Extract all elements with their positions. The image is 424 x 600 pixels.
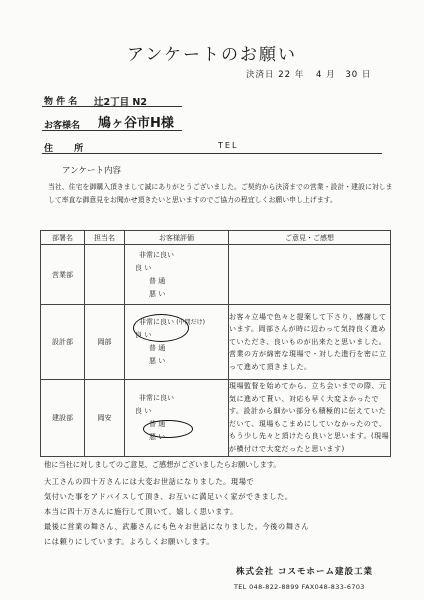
option-good: 良 い [135,331,152,339]
person-sales [85,245,125,305]
selection-circle [133,314,189,342]
survey-heading: アンケート内容 [62,166,121,176]
intro-text: 当社、住宅を御購入頂きまして誠にありがとうございました。ご契約から決済までの営業・設計・建設に対しまして率直な御意見をお聞かせ頂きたいと思いますのでご協力の程宜しくお願い申し上げます。 [48,183,393,204]
option-good: 良 い [135,406,152,415]
option-very-good: 非常に良い [139,393,174,402]
date-day-unit: 日 [361,70,372,80]
option-bad: 悪 い [149,357,166,365]
free-comment-line: 本当に四十万さんに施行して頂いて、嬉しく思います。 [44,507,238,516]
company-name: 株式会社 コスモホーム建設工業 [236,567,373,577]
date-day: 30 [345,70,359,80]
company-contact: TEL 048-822-8899 FAX048-833-6703 [234,583,365,591]
rating-sales [125,245,229,305]
free-comment-line: 最後に営業の舞さん、武藤さんにも色々お世話になりました。今後の舞さん [44,522,310,531]
rating-construction [125,380,229,457]
selection-circle [143,420,193,438]
property-value: 辻2丁目 N2 [94,97,147,108]
option-very-good: 非常に良い (中間だけ) [139,318,205,326]
rating-note: (中間だけ) [176,319,205,326]
address-label: 住 所 [44,144,84,154]
other-comments-label: 他に当社に対しましてのご意見、ご感想がございましたらお願いします。 [44,460,281,469]
settlement-date [246,68,371,80]
comment-design: お客々立場で色々と提案して下さり、感謝しています。岡部さんが時に辺わって気持良く進めていただき、良いものが出来たと思いました。営業の方が綿密な現場で・対した進行を密に立って進めて頂きました。 [229,305,391,380]
table-row-construction [41,380,391,457]
date-month-unit: 月 [326,70,336,80]
free-comment-line: には頼りにしています。よろしくお願いします。 [44,537,215,546]
person-construction: 岡安 [85,380,125,457]
dept-construction: 建設部 [41,380,85,457]
free-comment-line: 気付いた事をアドバイスして頂き、お互いに満足いく家ができました。 [44,492,293,501]
survey-table [40,230,391,457]
page-title: アンケートのお願い [127,45,297,65]
customer-value: 鳩ヶ谷市H様 [98,116,174,131]
customer-underline [42,130,182,131]
header-person: 担当名 [85,231,125,245]
header-rating: お客様評価 [125,231,229,245]
table-header-row [41,231,391,245]
free-comment-line: 大工さんの四十万さんには大変お世話になりました。現場で [44,477,255,486]
option-average: 普 通 [149,419,166,428]
property-underline [42,106,182,107]
customer-label: お客様名 [44,121,81,131]
date-month: 4 [315,70,323,80]
option-good: 良 い [135,263,152,272]
header-comment: ご意見・ご感想 [229,231,391,245]
date-year: 22 [278,70,292,80]
table-row-sales [41,245,391,305]
date-label: 決済日 [246,70,275,80]
option-average: 普 通 [149,276,166,285]
header-dept: 部署名 [41,231,85,245]
option-average: 普 通 [149,344,166,352]
property-label: 物 件 名 [44,97,78,107]
person-design: 岡部 [85,305,125,380]
date-year-unit: 年 [294,70,305,80]
tel-label: TEL [218,141,239,150]
comment-construction: 現場監督を始めてから、立ち会いまでの際、元気に進めて貰い、対応も早く大変よかったです。設計から細かい部分も積極的に伝えていただいて、現場もこまめにしていなかったので、もう少し先々と頂けたら良いと思います。(現場が横付けで大変だったと思います) [229,380,391,457]
comment-sales [229,245,391,305]
table-row-design [41,305,391,380]
address-underline [42,153,382,154]
rating-design [125,305,229,380]
dept-sales: 営業部 [41,245,85,305]
option-bad: 悪 い [149,289,166,298]
option-bad: 悪 い [149,432,166,441]
dept-design: 設計部 [41,305,85,380]
option-very-good: 非常に良い [139,250,174,259]
